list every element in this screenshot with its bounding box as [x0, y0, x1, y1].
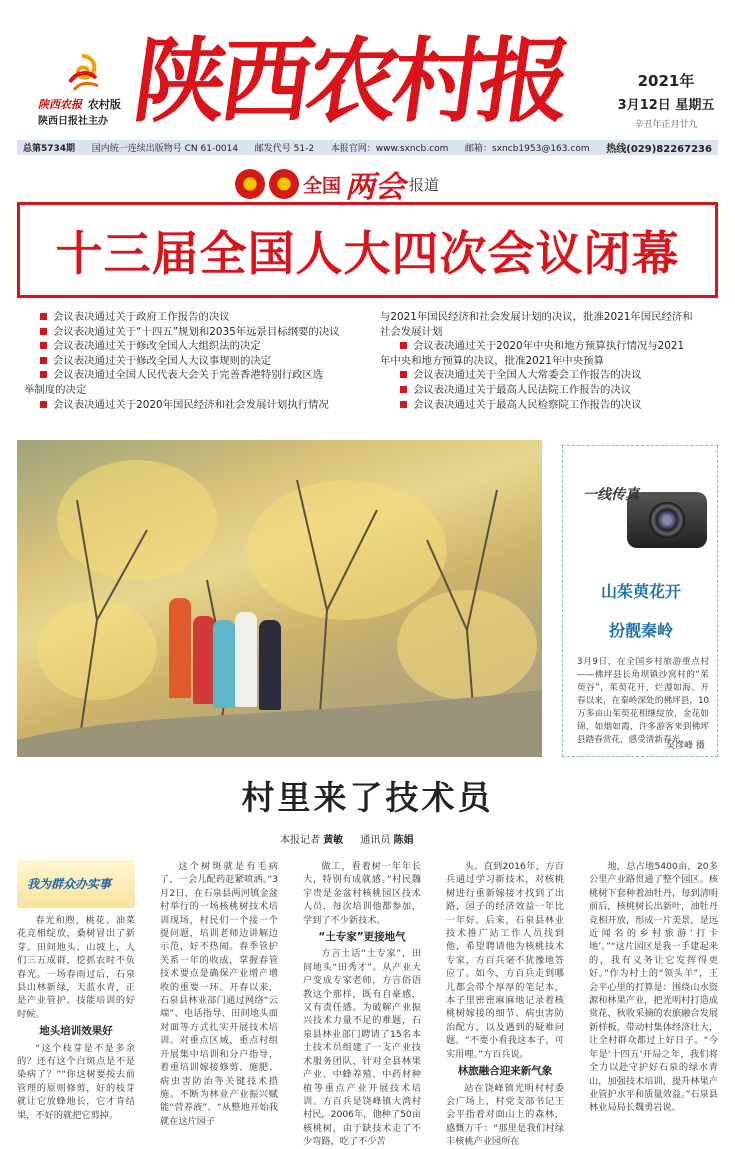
headline-box	[17, 202, 718, 298]
lianghui-badge	[235, 165, 439, 203]
bullet-icon	[40, 371, 47, 378]
article-column-2: 这个树斑就是有毛病了，一会儿配药赶紧喷洒。”3月2日，在石泉县两河镇金盆村举行的一场核桃树技术培训现场，村民们一个接一个提问题，培训老师边讲解边示范，好不热闹。春季管护关系一年的收成，掌握春管技术要点是确保产业增产增收的重要一环。开春以来，石泉县林业部门通过网络“云端”、电话指导、田间地头面对面等方式扎实开展技术培训。对重点区域，重点村组开展集中培训和分户指导，着重培训嫁接修剪、施肥、病虫害防治等关键技术措施。不断为林业产业振兴赋能“营养液”。“从整地开始我就在这片园子	[160, 861, 278, 1127]
lianghui-b: 两会	[345, 170, 406, 205]
bullet-icon	[400, 386, 407, 393]
date-lunar: 辛丑年正月廿九	[634, 120, 698, 130]
edition-text: 农村版	[87, 98, 121, 111]
bullet-icon	[40, 328, 47, 335]
bullet-icon	[40, 313, 47, 320]
date-year: 2021年	[637, 72, 695, 90]
swirl-logo-icon	[62, 52, 102, 94]
bullet-icon	[40, 342, 47, 349]
cppcc-emblem-icon	[269, 169, 299, 199]
resolution-item: 会议表决通过关于2020年中央和地方预算执行情况与2021	[400, 339, 693, 354]
person-figure	[259, 620, 281, 710]
person-figure	[235, 612, 257, 707]
resolution-item: 会议表决通过全国人民代表大会关于完善香港特别行政区选	[40, 368, 340, 383]
resolution-item: 会议表决通过关于全国人大常委会工作报告的决议	[400, 368, 693, 383]
bullet-icon	[40, 357, 47, 364]
resolution-item: 会议表决通过关于2020年国民经济和社会发展计划执行情况	[40, 398, 340, 413]
masthead-title: 陕西农村报	[127, 27, 573, 135]
logo-script-text: 陕西农报	[38, 98, 82, 111]
resolution-item: 会议表决通过关于修改全国人大组织法的决定	[40, 339, 340, 354]
sidebar-banner: 一线传真	[583, 487, 639, 503]
website-link[interactable]: 本报官网：www.sxncb.com	[330, 144, 449, 154]
email-link[interactable]: 邮箱：sxncb1953@163.com	[465, 144, 590, 154]
resolution-item-cont: 与2021年国民经济和社会发展计划的决议，批准2021年国民经济和	[380, 311, 693, 323]
resolution-item: 会议表决通过关于修改全国人大议事规则的决定	[40, 354, 340, 369]
person-figure	[193, 616, 215, 704]
resolution-item: 会议表决通过关于最高人民检察院工作报告的决议	[400, 398, 693, 413]
subhead: “土专家”更接地气	[318, 931, 406, 944]
person-figure	[213, 620, 235, 708]
person-figure	[169, 598, 191, 698]
resolution-item-cont: 举制度的决定	[24, 383, 87, 396]
sidebar-title-1[interactable]: 山茱萸花开	[600, 582, 681, 601]
hotline: 热线(029)82267236	[606, 144, 712, 155]
postal-code: 邮发代号 51-2	[254, 144, 315, 154]
resolutions-left	[24, 310, 340, 412]
subhead: 地头培训效果好	[39, 1025, 113, 1038]
resolution-item: 会议表决通过关于最高人民法院工作报告的决议	[400, 383, 693, 398]
sidebar-byline: 吴彦峰 摄	[666, 741, 705, 751]
bullet-icon	[40, 401, 47, 408]
article-column-5: 地，总占地5400亩，20多公里产业路贯通了整个园区。核桃树下套种着油牡丹，每到清明前后，核桃树长出新叶，油牡丹竞相开放，形成一片美景，是远近闻名的乡村旅游‘打卡地’。”“这片园区是我一手建起来的，我有义务让它发挥得更好。”作为村上的“领头羊”，王会平心里的打算是：围绕山水资源和林果产业，把光明村打造成赏花、秋收采摘的农旅融合发展新样板，带动村集体经济壮大，让全村群众都过上好日子。“今年是‘十四五’开局之年，我们将全力以赴守护好石泉的绿水青山，加强技术培训，提升林果产业管护水平和质量效益。”石泉县林业局局长魏勇岩说。	[589, 861, 718, 1114]
publisher-org: 陕西日报社主办	[38, 116, 108, 127]
resolution-item-cont: 年中央和地方预算的决议，批准2021年中央预算	[380, 354, 604, 367]
resolution-item: 会议表决通过关于“十四五”规划和2035年远景目标纲要的决议	[40, 325, 340, 340]
news-photo[interactable]	[17, 440, 542, 757]
resolution-item-cont: 社会发展计划	[380, 325, 443, 338]
article-column-1: 我为群众办实事 春光和煦，桃花、油菜花竞相绽放，桑树冒出了新芽。田间地头、山坡上，人们三五成群，挖抓农时不负春光。一场春雨过后，石泉县山林新绿，天蓝水青，正是产业管护、技能培训的好时候。 地头培训效果好 “这个枝芽是不是多余的？还有这个白斑点是不是染病了？”“你这树要按去前管理的原则修剪，好的枝芽就让它放蜂地长，它才肯结果，不好的就把它剪掉。	[17, 860, 135, 1090]
national-emblem-icon	[235, 169, 265, 199]
issue-number: 总第5734期	[23, 144, 76, 154]
info-bar	[17, 140, 718, 155]
camera-icon	[627, 492, 707, 548]
sidebar-body: 3月9日，在全国乡村旅游重点村——佛坪县长角坝镇沙窝村的“茱萸谷”，茱萸花开，烂漫如海。开春以来，在秦岭深处的佛坪县，10万多亩山茱萸花相继绽放，金花如锦，如烟如霞，许多游客来到佛坪县踏春赏花，感受清新春光。	[577, 657, 709, 745]
article-column-4: 头。直到2016年，方百兵通过学习新技术，对核桃树进行重新嫁接才找到了出路，园子的经济效益一年比一年好。后来，石泉县林业技术推广站工作人员找到他，希望聘请他为核桃技术专家，方百兵毫不犹豫地答应了。如今，方百兵走到哪儿都会带个厚厚的笔记本，本子里密密麻麻地记录着核桃树嫁接的细节、病虫害防治配方，以及遇到的疑难问题。“不要小看我这本子，可实用哩。”方百兵说。 林旅融合迎来新气象 站在饶峰镇光明村村委会广场上，村党支部书记王会平指着对面山上的森林，感慨万千：“那里是我们村绿丰核桃产业园所在	[446, 861, 564, 1148]
edition-label	[38, 96, 121, 112]
bullet-icon	[400, 401, 407, 408]
date-day: 3月12日 星期五	[617, 98, 715, 113]
resolution-item: 会议表决通过关于政府工作报告的决议	[40, 310, 340, 325]
article-byline: 本报记者 黄敏 通讯员 陈娟	[280, 835, 414, 846]
bullet-icon	[400, 342, 407, 349]
resolutions-right	[380, 310, 693, 412]
sidebar-news-box	[562, 445, 718, 757]
lianghui-c: 报道	[409, 175, 440, 194]
main-headline[interactable]: 十三届全国人大四次会议闭幕	[55, 226, 680, 282]
sidebar-title-2[interactable]: 扮靓秦岭	[608, 621, 673, 640]
bullet-icon	[400, 371, 407, 378]
article-title[interactable]: 村里来了技术员	[241, 778, 494, 817]
publication-number: 国内统一连续出版物号 CN 61-0014	[91, 144, 239, 154]
campaign-banner: 我为群众办实事	[17, 860, 135, 908]
lianghui-a: 全国	[303, 174, 342, 197]
subhead: 林旅融合迎来新气象	[457, 1065, 553, 1078]
issue-date	[605, 70, 727, 130]
article-column-3: 做工，看着树一年年长大，特别有成就感。”村民魏宇贵是金盆村核桃园区技术人员，每次培训他都参加，学到了不少新技术。 “土专家”更接地气 方言土话“土专家”，田间地头“田秀才”。从产业大户变成专家老师，方言俗语教这个那样，既有自豪感，又有责任感。为破解产业振兴技术力量不足的难题，石泉县林业部门聘请了15名本土技术员组建了一支产业技术服务团队，针对全县林果产业、中蜂养殖、中药材种植等重点产业开展技术培训。方百兵是饶峰镇大湾村村民，2006年，他种了50亩核桃树，由于缺技术走了不少弯路，吃了不少苦	[303, 861, 421, 1148]
